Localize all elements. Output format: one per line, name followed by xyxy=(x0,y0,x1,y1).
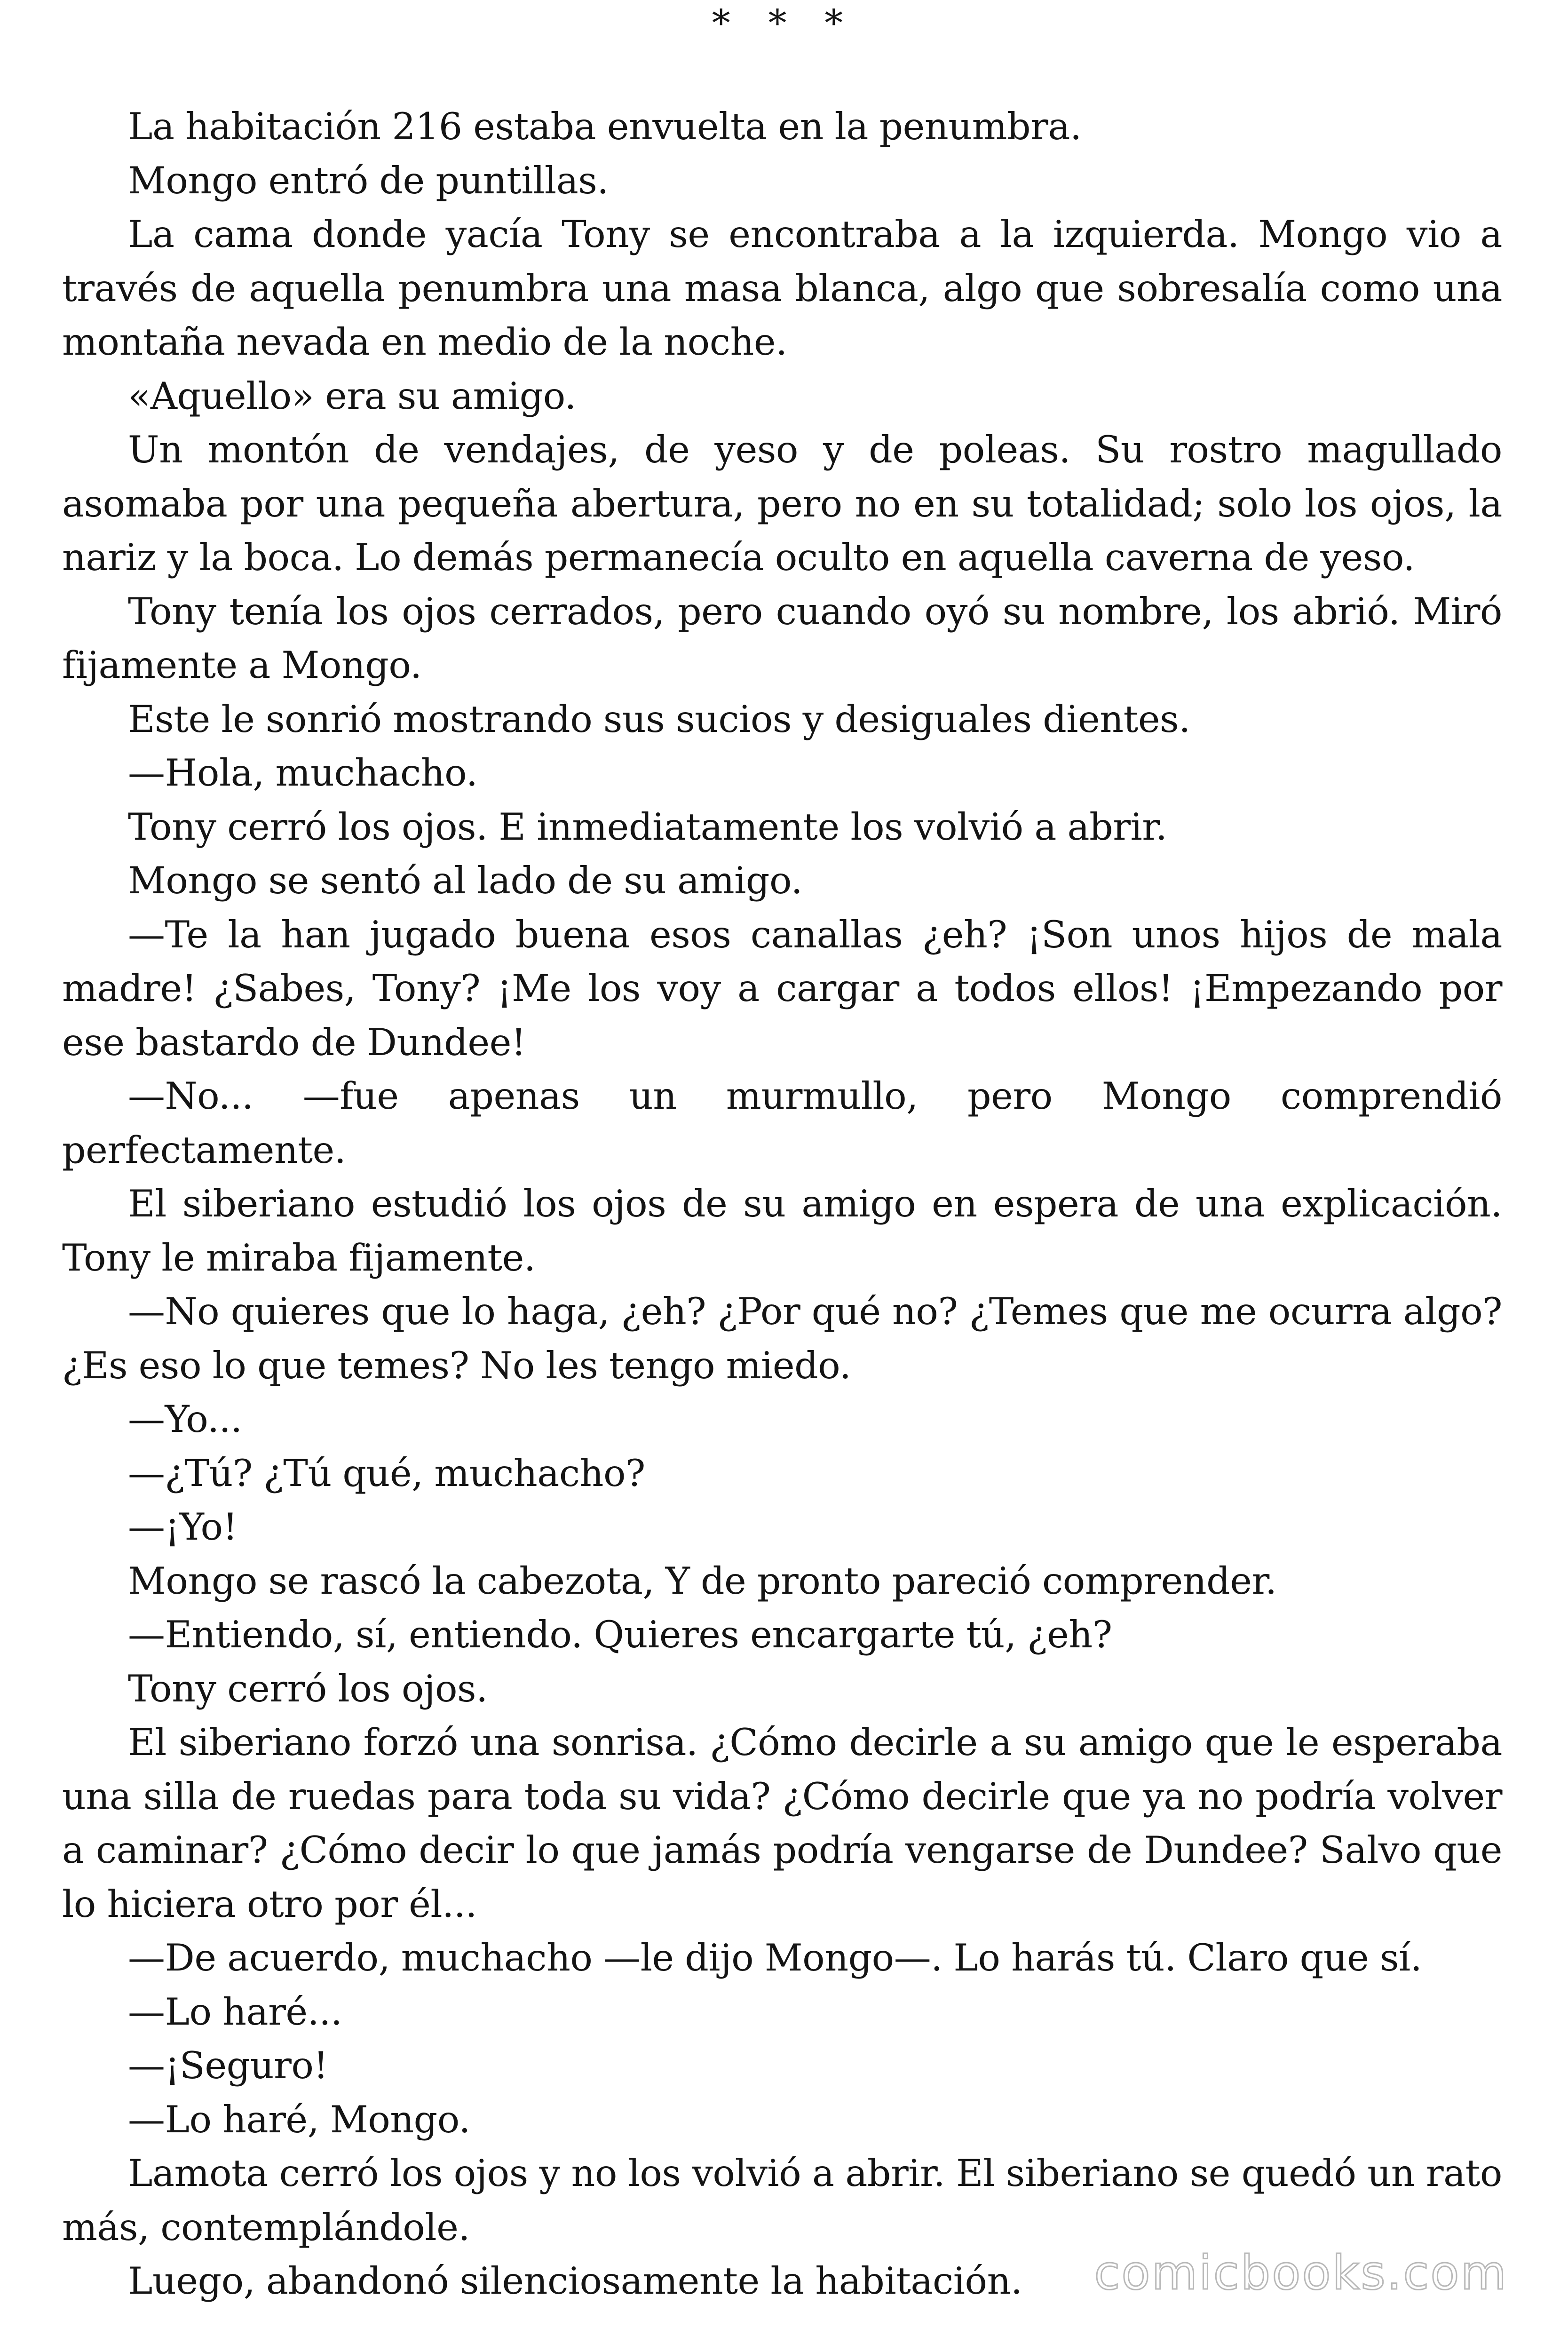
paragraph: —Lo haré, Mongo. xyxy=(128,2098,471,2141)
paragraph: —¡Yo! xyxy=(128,1505,238,1549)
paragraph: Tony cerró los ojos. E inmediatamente los volvió a abrir. xyxy=(128,805,1167,849)
scene-separator: * * * xyxy=(712,2,856,45)
paragraph: Luego, abandonó silenciosamente la habitación. xyxy=(128,2259,1022,2303)
paragraph: Un montón de vendajes, de yeso y de poleas. Su rostro magullado asomaba por una pequeña abertura, pero no en su totalidad; solo los ojos, la nariz y la boca. Lo demás permanecía oculto en aquella caverna de yeso. xyxy=(62,428,1502,579)
paragraph: —Hola, muchacho. xyxy=(128,751,478,795)
paragraph: —Entiendo, sí, entiendo. Quieres encargarte tú, ¿eh? xyxy=(128,1613,1112,1656)
paragraph: —Te la han jugado buena esos canallas ¿eh? ¡Son unos hijos de mala madre! ¿Sabes, Tony? ¡Me los voy a cargar a todos ellos! ¡Empezando por ese bastardo de Dundee! xyxy=(62,913,1502,1064)
paragraph: La habitación 216 estaba envuelta en la penumbra. xyxy=(128,105,1082,148)
paragraph: —¿Tú? ¿Tú qué, muchacho? xyxy=(128,1451,645,1495)
paragraph: La cama donde yacía Tony se encontraba a la izquierda. Mongo vio a través de aquella penumbra una masa blanca, algo que sobresalía como una montaña nevada en medio de la noche. xyxy=(62,213,1502,364)
paragraph: —Yo... xyxy=(128,1398,242,1441)
watermark-logo: comicbooks.com xyxy=(1094,2245,1508,2300)
paragraph: Tony cerró los ojos. xyxy=(128,1667,488,1710)
paragraph: Mongo se rascó la cabezota, Y de pronto pareció comprender. xyxy=(128,1559,1277,1603)
paragraph: Mongo se sentó al lado de su amigo. xyxy=(128,859,803,902)
paragraph: El siberiano forzó una sonrisa. ¿Cómo decirle a su amigo que le esperaba una silla de ruedas para toda su vida? ¿Cómo decirle que ya no podría volver a caminar? ¿Cómo decir lo que jamás podría vengarse de Dundee? Salvo que lo hiciera otro por él... xyxy=(62,1721,1502,1926)
paragraph: —¡Seguro! xyxy=(128,2044,328,2087)
paragraph: —Lo haré... xyxy=(128,1990,342,2034)
paragraph: —De acuerdo, muchacho —le dijo Mongo—. Lo harás tú. Claro que sí. xyxy=(128,1936,1422,1979)
paragraph: Tony tenía los ojos cerrados, pero cuando oyó su nombre, los abrió. Miró fijamente a Mongo. xyxy=(62,589,1502,687)
paragraph: «Aquello» era su amigo. xyxy=(128,374,577,418)
paragraph: El siberiano estudió los ojos de su amigo en espera de una explicación. Tony le miraba fijamente. xyxy=(62,1182,1502,1279)
paragraph: —No... —fue apenas un murmullo, pero Mongo comprendió perfectamente. xyxy=(62,1074,1502,1172)
paragraph: Mongo entró de puntillas. xyxy=(128,159,609,202)
paragraph: Este le sonrió mostrando sus sucios y desiguales dientes. xyxy=(128,697,1190,741)
paragraph: —No quieres que lo haga, ¿eh? ¿Por qué no? ¿Temes que me ocurra algo? ¿Es eso lo que temes? No les tengo miedo. xyxy=(62,1290,1502,1387)
paragraph: Lamota cerró los ojos y no los volvió a abrir. El siberiano se quedó un rato más, contemplándole. xyxy=(62,2152,1502,2249)
body-text xyxy=(62,100,1502,2308)
